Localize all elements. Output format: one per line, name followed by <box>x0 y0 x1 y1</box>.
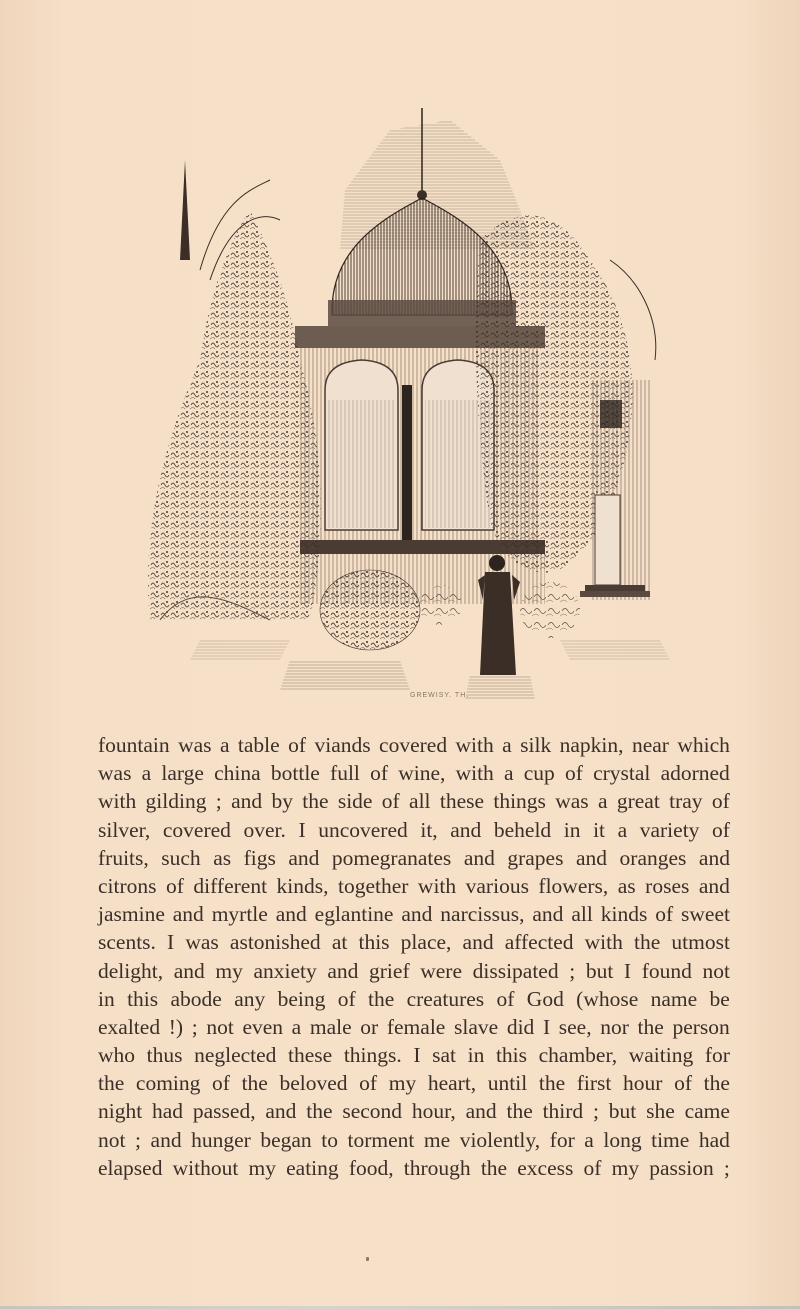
engraving-illustration <box>140 100 685 705</box>
pavilion-garden-engraving <box>140 100 685 705</box>
paper-speck <box>366 1257 369 1261</box>
text-line: fruits, such as figs and pomegranates and grapes and oranges and <box>98 845 730 870</box>
page-body-text <box>98 731 730 1182</box>
text-line: exalted !) ; not even a male or female slave did I see, nor the person <box>98 1014 730 1039</box>
text-line: citrons of different kinds, together with various flowers, as roses and <box>98 873 730 898</box>
text-line: with gilding ; and by the side of all these things was a great tray of <box>98 789 730 814</box>
text-line: in this abode any being of the creatures of God (whose name be <box>98 986 730 1011</box>
text-line: the coming of the beloved of my heart, until the first hour of the <box>98 1071 730 1096</box>
text-line: silver, covered over. I uncovered it, and beheld in it a variety of <box>98 817 730 842</box>
text-line: elapsed without my eating food, through the excess of my passion ; <box>98 1155 730 1180</box>
text-line: who thus neglected these things. I sat in this chamber, waiting for <box>98 1043 730 1068</box>
text-line: jasmine and myrtle and eglantine and narcissus, and all kinds of sweet <box>98 902 730 927</box>
text-line: night had passed, and the second hour, and the third ; but she came <box>98 1099 730 1124</box>
text-line: fountain was a table of viands covered with a silk napkin, near which <box>98 733 730 757</box>
text-line: delight, and my anxiety and grief were dissipated ; but I found not <box>98 958 730 983</box>
text-line: scents. I was astonished at this place, and affected with the utmost <box>98 930 730 955</box>
text-line: not ; and hunger began to torment me violently, for a long time had <box>98 1127 730 1152</box>
text-line: was a large china bottle full of wine, with a cup of crystal adorned <box>98 761 730 786</box>
engraver-signature: GREWISY. TH. <box>410 692 470 699</box>
